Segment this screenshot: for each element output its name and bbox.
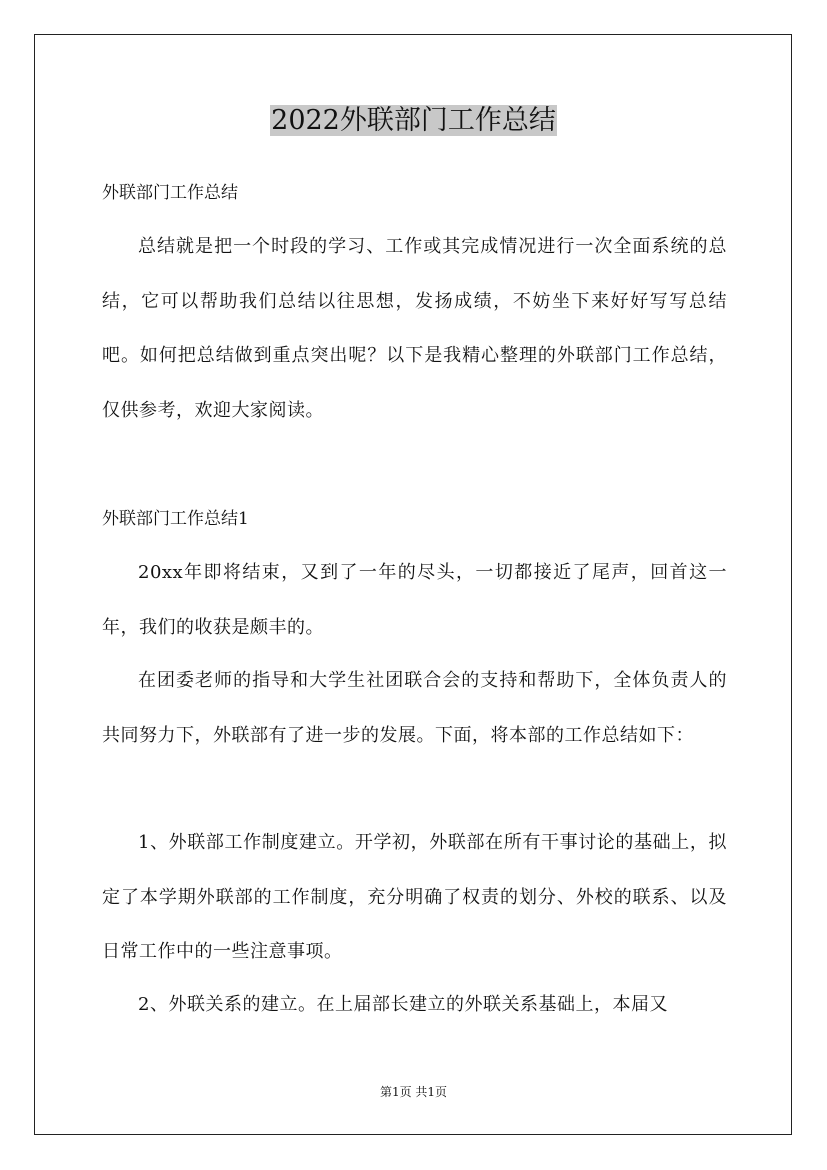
section-heading-1: 外联部门工作总结1 xyxy=(102,509,249,529)
section-heading-main: 外联部门工作总结 xyxy=(102,183,238,203)
page-footer: 第1页 共1页 xyxy=(379,1085,448,1099)
document-title xyxy=(0,100,827,142)
body-paragraph-4: 2、外联关系的建立。在上届部长建立的外联关系基础上，本届又 xyxy=(138,994,668,1015)
intro-paragraph: 总结就是把一个时段的学习、工作或其完成情况进行一次全面系统的总结，它可以帮助我们总结以往思想，发扬成绩，不妨坐下来好好写写总结吧。如何把总结做到重点突出呢？以下是我精心整理的外联部门工作总结，仅供参考，欢迎大家阅读。 xyxy=(102,236,727,421)
document-title-text: 2022外联部门工作总结 xyxy=(271,105,556,136)
body-paragraph-3: 1、外联部工作制度建立。开学初，外联部在所有干事讨论的基础上，拟定了本学期外联部的工作制度，充分明确了权责的划分、外校的联系、以及日常工作中的一些注意事项。 xyxy=(102,832,727,962)
body-paragraph-1: 20xx年即将结束，又到了一年的尽头，一切都接近了尾声，回首这一年，我们的收获是颇丰的。 xyxy=(102,562,727,638)
body-paragraph-2: 在团委老师的指导和大学生社团联合会的支持和帮助下，全体负责人的共同努力下，外联部有了进一步的发展。下面，将本部的工作总结如下： xyxy=(102,670,727,746)
